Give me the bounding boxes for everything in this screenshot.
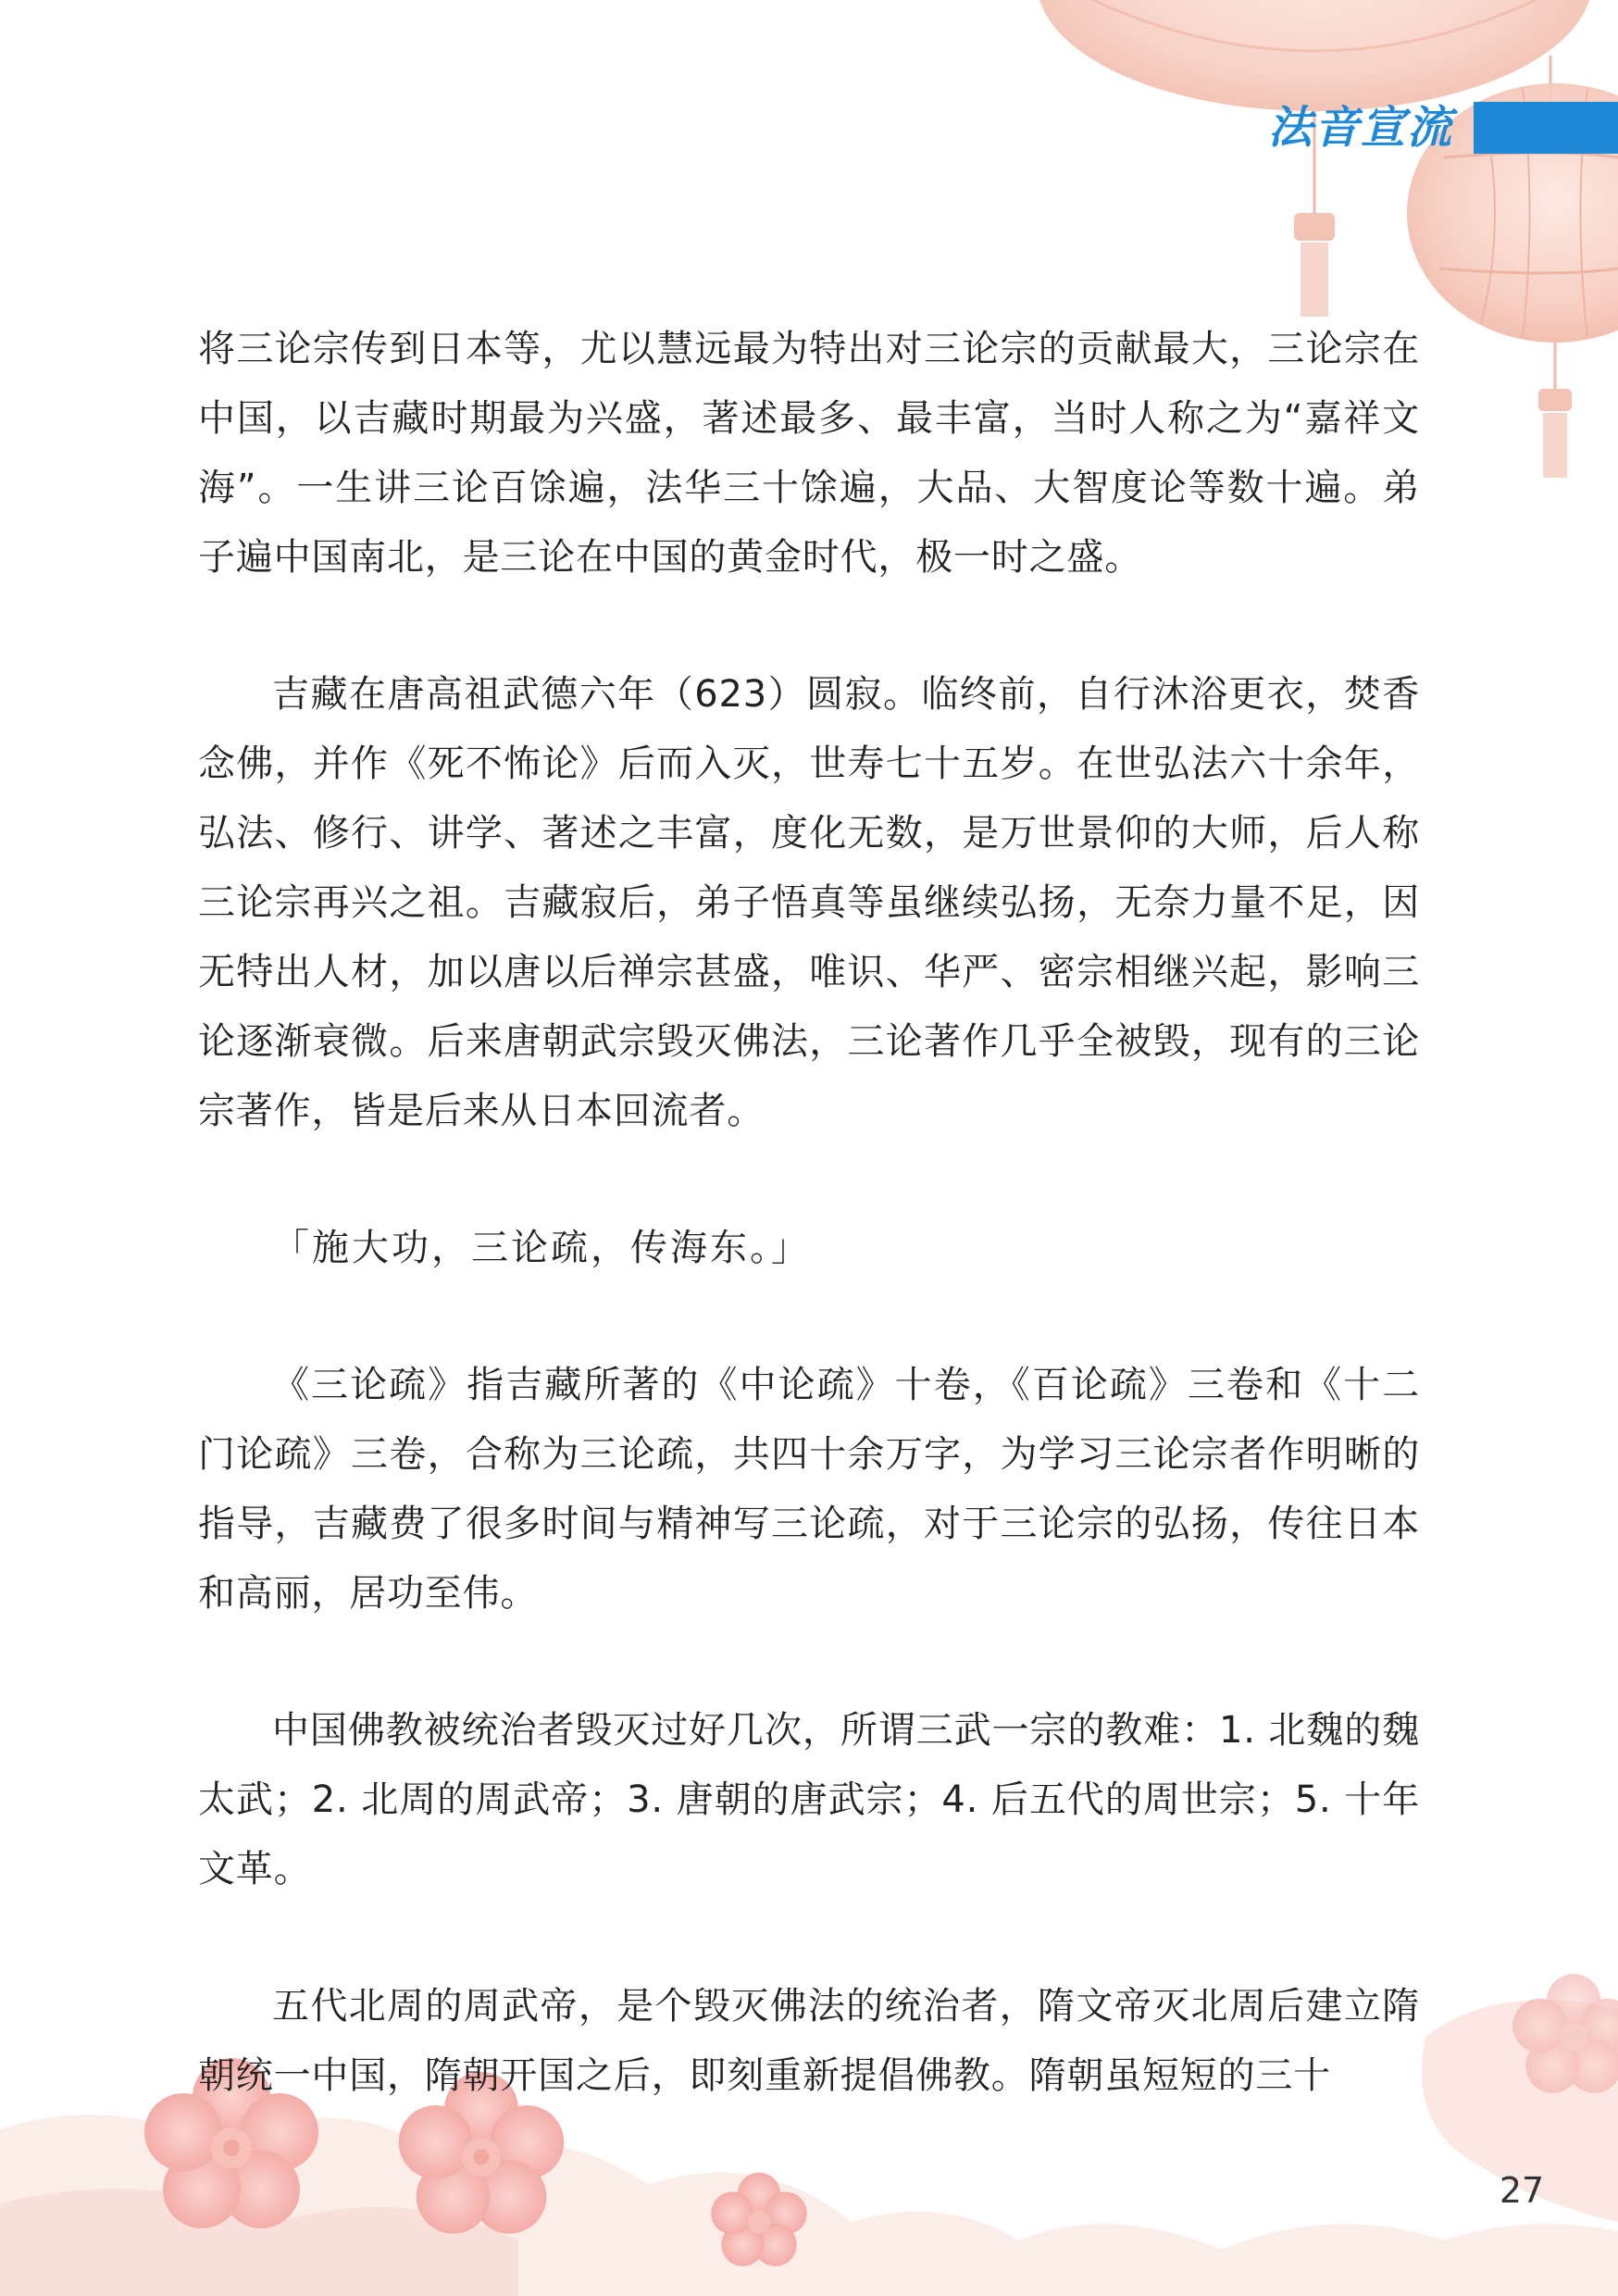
paragraph: 五代北周的周武帝，是个毁灭佛法的统治者，隋文帝灭北周后建立隋朝统一中国，隋朝开国之后，即刻重新提倡佛教。隋朝虽短短的三十	[198, 1985, 1420, 2097]
paragraph: 吉藏在唐高祖武德六年（623）圆寂。临终前，自行沐浴更衣，焚香念佛，并作《死不怖论》后而入灭，世寿七十五岁。在世弘法六十余年，弘法、修行、讲学、著述之丰富，度化无数，是万世景仰的大师，后人称三论宗再兴之祖。吉藏寂后，弟子悟真等虽继续弘扬，无奈力量不足，因无特出人材，加以唐以后禅宗甚盛，唯识、华严、密宗相继兴起，影响三论逐渐衰微。后来唐朝武宗毁灭佛法，三论著作几乎全被毁，现有的三论宗著作，皆是后来从日本回流者。	[198, 673, 1420, 1132]
article-body	[198, 315, 1420, 2178]
section-header	[1222, 102, 1618, 154]
section-title: 法音宣流	[1267, 102, 1453, 154]
quote-line: 「施大功，三论疏，传海东。」	[272, 1227, 811, 1269]
paragraph: 中国佛教被统治者毁灭过好几次，所谓三武一宗的教难：1. 北魏的魏太武；2. 北周的周武帝；3. 唐朝的唐武宗；4. 后五代的周世宗；5. 十年文革。	[198, 1709, 1420, 1890]
paragraph: 《三论疏》指吉藏所著的《中论疏》十卷，《百论疏》三卷和《十二门论疏》三卷，合称为三论疏，共四十余万字，为学习三论宗者作明晰的指导，吉藏费了很多时间与精神写三论疏，对于三论宗的弘扬，传往日本和高丽，居功至伟。	[198, 1364, 1420, 1615]
page-number: 27	[1499, 2170, 1545, 2211]
paragraph: 将三论宗传到日本等，尤以慧远最为特出对三论宗的贡献最大，三论宗在中国，以吉藏时期最为兴盛，著述最多、最丰富，当时人称之为“嘉祥文海”。一生讲三论百馀遍，法华三十馀遍，大品、大智度论等数十遍。弟子遍中国南北，是三论在中国的黄金时代，极一时之盛。	[198, 328, 1420, 579]
header-accent-bar	[1474, 102, 1618, 154]
